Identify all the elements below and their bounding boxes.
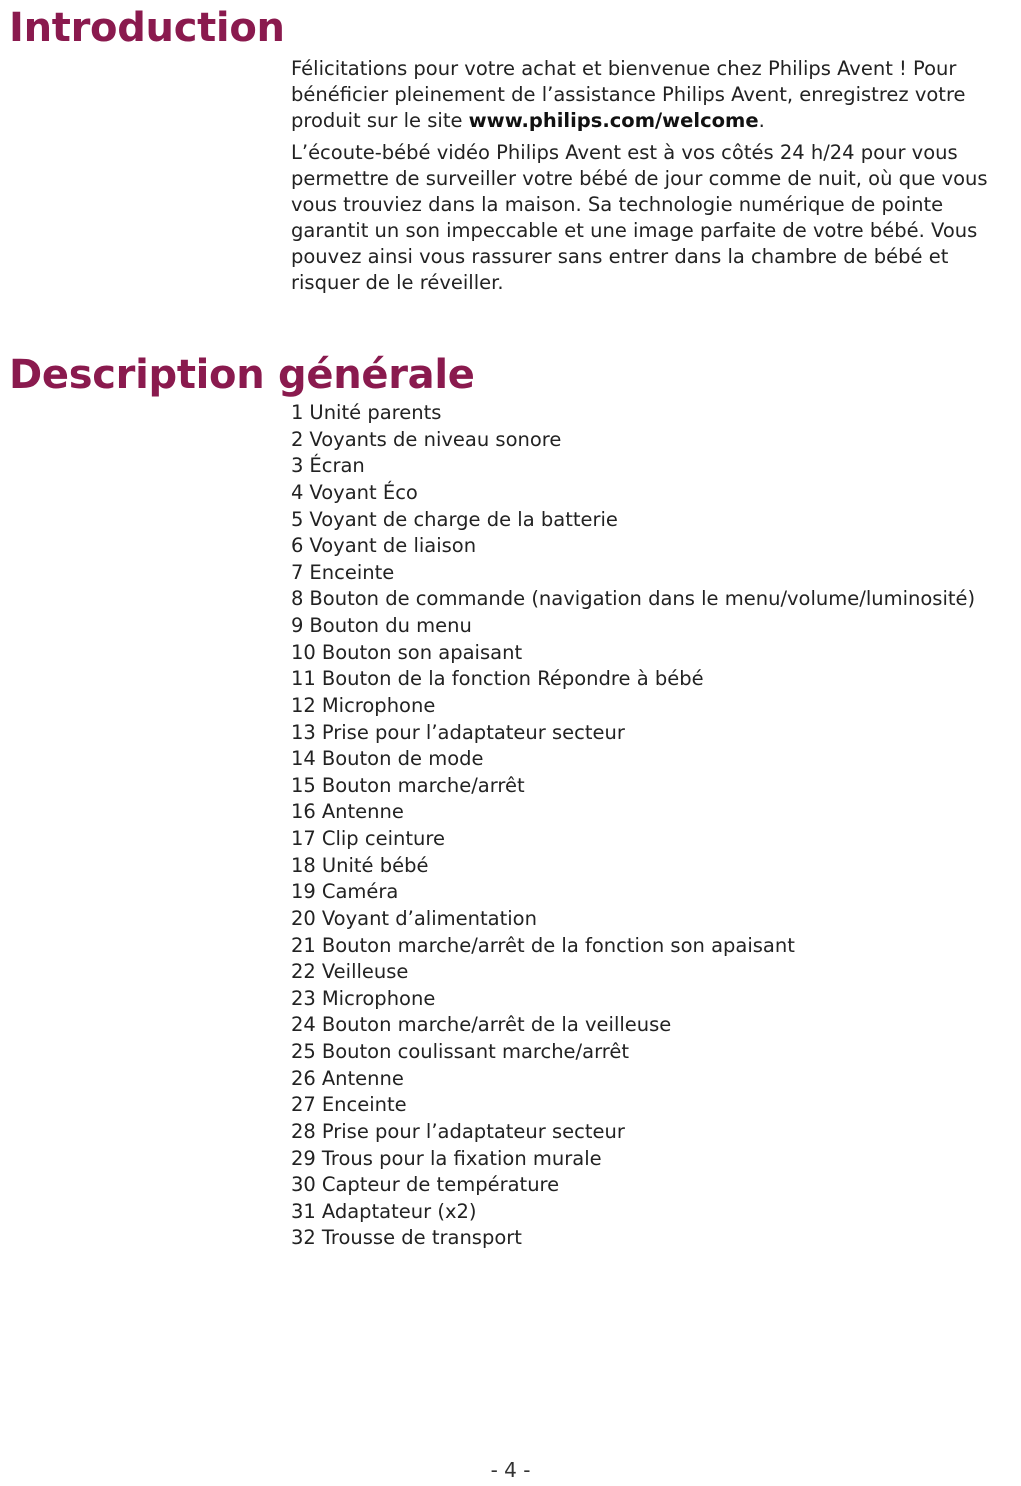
item-label: Bouton coulissant marche/arrêt [321,1040,629,1063]
item-number: 18 [291,853,316,877]
item-number: 6 [291,534,304,558]
list-item [291,1199,975,1226]
item-number: 32 [291,1226,316,1250]
list-item [291,986,975,1013]
item-label: Bouton de mode [321,747,484,771]
description-heading: Description générale [9,352,475,398]
item-number: 17 [291,827,316,850]
item-number: 4 [291,480,304,504]
list-item [291,1172,975,1199]
introduction-heading: Introduction [9,5,285,51]
list-item [291,1225,975,1252]
item-label: Veilleuse [321,960,409,984]
list-item [291,933,975,960]
item-label: Trous pour la fixation murale [321,1146,602,1170]
list-item [291,959,975,986]
item-label: Enceinte [309,560,395,584]
item-number: 31 [291,1199,316,1223]
item-label: Caméra [321,880,399,904]
item-number: 2 [291,427,304,451]
item-label: Bouton du menu [309,614,472,637]
website-link: www.philips.com/welcome [468,109,759,132]
list-item [291,1039,975,1066]
item-number: 27 [291,1093,316,1117]
item-label: Bouton marche/arrêt de la veilleuse [321,1013,672,1037]
item-number: 1 [291,401,304,424]
item-label: Antenne [321,1066,404,1090]
item-label: Voyant d’alimentation [321,906,537,930]
item-label: Microphone [321,986,436,1010]
introduction-body [291,56,1017,302]
item-label: Bouton son apaisant [321,640,523,664]
item-label: Bouton de commande (navigation dans le menu/volume/luminosité) [309,587,976,611]
item-label: Capteur de température [321,1173,560,1197]
item-number: 14 [291,747,316,771]
list-item [291,1146,975,1173]
item-label: Voyant Éco [309,480,418,504]
list-item [291,693,975,720]
item-number: 29 [291,1146,316,1170]
intro-paragraph-1-end: . [758,109,765,132]
list-item [291,746,975,773]
list-item [291,1119,975,1146]
item-label: Voyant de liaison [309,534,477,558]
item-label: Voyant de charge de la batterie [309,507,618,531]
item-number: 25 [291,1040,316,1063]
item-number: 21 [291,933,316,957]
list-item [291,720,975,747]
item-number: 12 [291,693,316,717]
item-label: Antenne [321,800,404,824]
list-item [291,906,975,933]
item-number: 26 [291,1066,316,1090]
item-number: 30 [291,1173,316,1197]
item-label: Bouton de la fonction Répondre à bébé [321,667,704,691]
item-number: 24 [291,1013,316,1037]
item-label: Enceinte [321,1093,407,1117]
item-number: 13 [291,720,316,744]
list-item [291,507,975,534]
item-number: 15 [291,773,316,797]
item-label: Prise pour l’adaptateur secteur [321,720,625,744]
item-number: 10 [291,640,316,664]
list-item [291,826,975,853]
list-item [291,427,975,454]
list-item [291,773,975,800]
page-number: - 4 - [490,1458,531,1482]
item-label: Écran [309,454,365,478]
item-number: 7 [291,560,304,584]
intro-paragraph-1 [291,56,1017,134]
list-item [291,453,975,480]
item-number: 9 [291,614,304,637]
list-item [291,480,975,507]
parts-list [291,400,975,1252]
item-number: 19 [291,880,316,904]
item-number: 22 [291,960,316,984]
list-item [291,533,975,560]
list-item [291,613,975,640]
list-item [291,586,975,613]
list-item [291,879,975,906]
list-item [291,400,975,427]
item-label: Unité bébé [321,853,429,877]
list-item [291,799,975,826]
item-number: 5 [291,507,304,531]
item-label: Unité parents [309,401,442,424]
item-number: 8 [291,587,304,611]
item-label: Clip ceinture [321,827,445,850]
item-label: Adaptateur (x2) [321,1199,477,1223]
item-number: 3 [291,454,304,478]
list-item [291,1012,975,1039]
item-label: Prise pour l’adaptateur secteur [321,1119,625,1143]
list-item [291,666,975,693]
list-item [291,1092,975,1119]
item-number: 16 [291,800,316,824]
item-label: Trousse de transport [321,1226,522,1250]
item-label: Bouton marche/arrêt de la fonction son apaisant [321,933,795,957]
item-number: 23 [291,986,316,1010]
list-item [291,1066,975,1093]
item-label: Microphone [321,693,436,717]
list-item [291,560,975,587]
item-number: 28 [291,1119,316,1143]
intro-paragraph-1-text: Félicitations pour votre achat et bienvenue chez Philips Avent ! Pour bénéficier pleinement de l’assistance Philips Avent, enregistrez votre produit sur le site [291,57,966,132]
item-number: 20 [291,906,316,930]
item-label: Bouton marche/arrêt [321,773,525,797]
item-label: Voyants de niveau sonore [309,427,562,451]
list-item [291,853,975,880]
item-number: 11 [291,667,316,691]
intro-paragraph-2: L’écoute-bébé vidéo Philips Avent est à vos côtés 24 h/24 pour vous permettre de surveiller votre bébé de jour comme de nuit, où que vous vous trouviez dans la maison. Sa technologie numérique de pointe garantit un son impeccable et une image parfaite de votre bébé. Vous pouvez ainsi vous rassurer sans entrer dans la chambre de bébé et risquer de le réveiller. [291,141,988,294]
list-item [291,640,975,667]
